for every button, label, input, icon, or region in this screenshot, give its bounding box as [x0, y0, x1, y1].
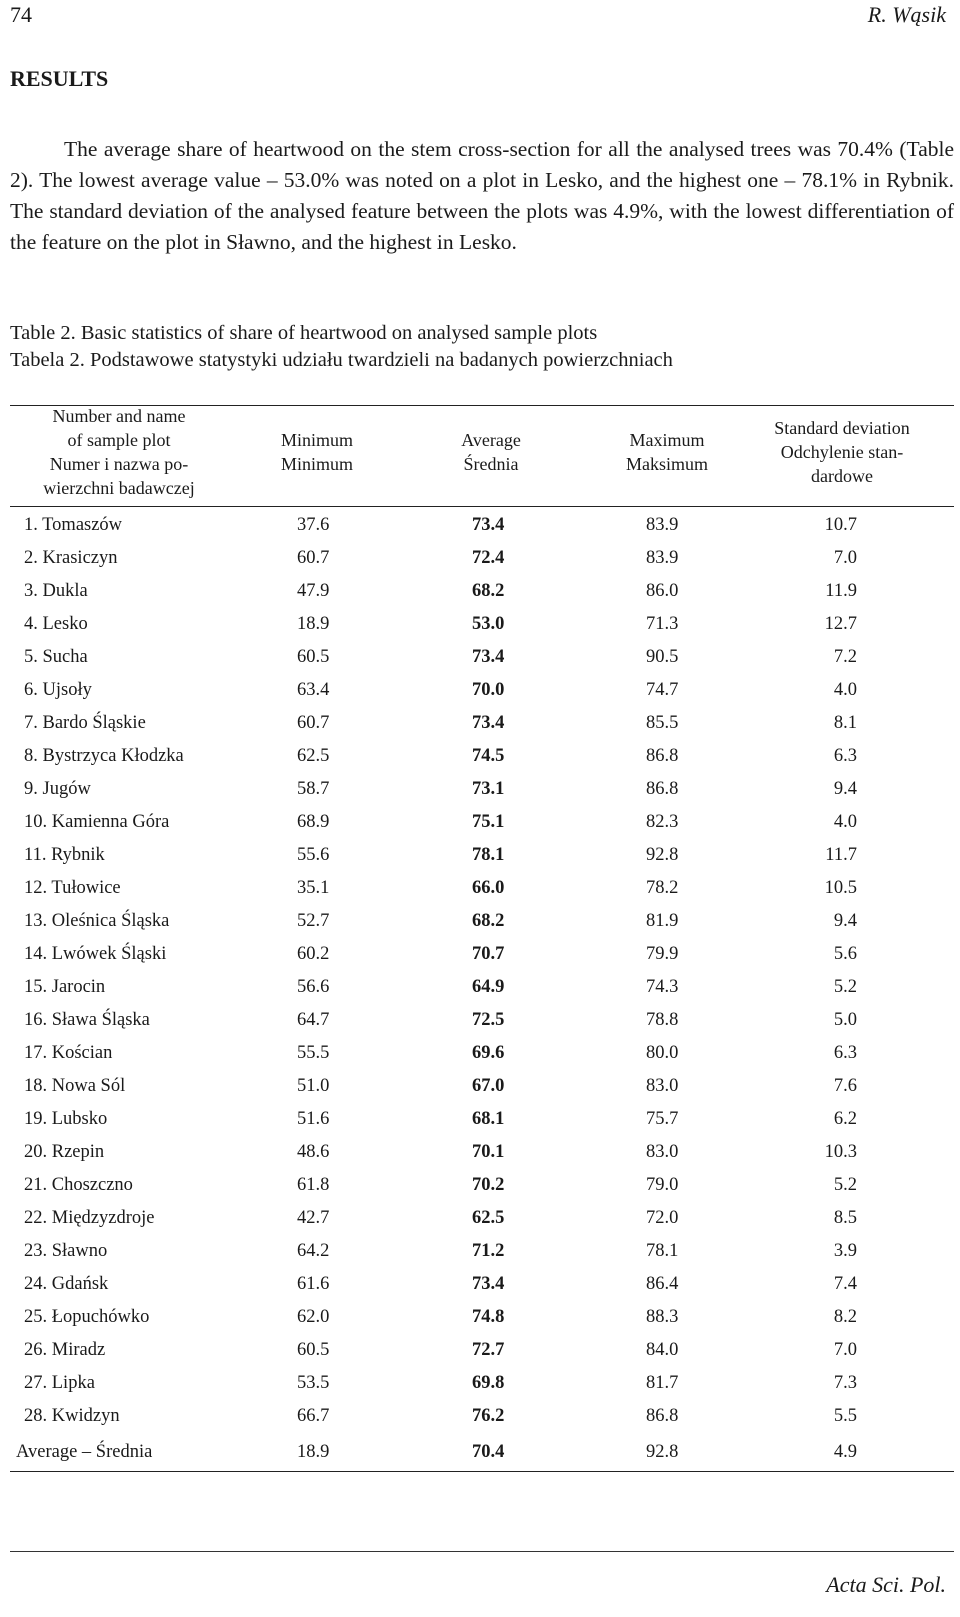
standard-deviation-value: 10.5 [824, 878, 857, 898]
minimum-value: 64.7 [297, 1010, 330, 1030]
journal-name: Acta Sci. Pol. [826, 1572, 946, 1597]
minimum-value: 63.4 [297, 680, 330, 700]
plot-name: 5. Sucha [24, 647, 88, 667]
table-row [0, 1007, 960, 1040]
plot-name: 21. Choszczno [24, 1175, 133, 1195]
average-value: 74.8 [472, 1307, 505, 1327]
average-value: 68.2 [472, 581, 505, 601]
plot-name: 16. Sława Śląska [24, 1010, 150, 1030]
plot-name: 19. Lubsko [24, 1109, 108, 1129]
plot-name: 13. Oleśnica Śląska [24, 911, 170, 931]
plot-name: 14. Lwówek Śląski [24, 944, 167, 964]
average-value: 70.0 [472, 680, 505, 700]
table-row [0, 677, 960, 710]
standard-deviation-value: 4.0 [833, 812, 857, 832]
average-value: 69.8 [472, 1373, 505, 1393]
table-row [0, 1304, 960, 1337]
maximum-value: 83.9 [646, 515, 679, 535]
standard-deviation-value: 5.6 [833, 944, 857, 964]
table-row [0, 578, 960, 611]
maximum-value: 78.1 [646, 1241, 679, 1261]
minimum-value: 60.5 [297, 1340, 330, 1360]
standard-deviation-value: 3.9 [833, 1241, 857, 1261]
plot-name: 11. Rybnik [24, 845, 105, 865]
average-value: 69.6 [472, 1043, 505, 1063]
maximum-value: 82.3 [646, 812, 679, 832]
running-head-author: R. Wąsik [867, 2, 946, 27]
table-row [0, 908, 960, 941]
results-paragraph: The average share of heartwood on the stem cross-section for all the analysed trees was 70.4% (Table 2). The lowest average value – 53.0% was noted on a plot in Lesko, and the highest one – 78.1% in Rybnik. The standard deviation of the analysed feature between the plots was 4.9%, with the lowest differentiation of the feature on the plot in Sławno, and the highest in Lesko. [10, 137, 954, 254]
column-header-maximum: Maximum Maksimum [625, 430, 708, 474]
minimum-value: 60.7 [297, 548, 330, 568]
standard-deviation-value: 12.7 [824, 614, 857, 634]
plot-name: 23. Sławno [24, 1241, 108, 1261]
maximum-value: 86.8 [646, 1406, 679, 1426]
table-row [0, 743, 960, 776]
maximum-value: 85.5 [646, 713, 679, 733]
minimum-value: 47.9 [297, 581, 330, 601]
table-row [0, 941, 960, 974]
maximum-value: 88.3 [646, 1307, 679, 1327]
average-value: 67.0 [472, 1076, 505, 1096]
plot-name: 10. Kamienna Góra [24, 812, 170, 832]
table-row [0, 809, 960, 842]
table-row [0, 1205, 960, 1238]
standard-deviation-value: 7.6 [833, 1076, 857, 1096]
average-row-minimum: 18.9 [297, 1442, 330, 1462]
plot-name: 28. Kwidzyn [24, 1406, 120, 1426]
table-row [0, 1172, 960, 1205]
plot-name: 27. Lipka [24, 1373, 95, 1393]
standard-deviation-value: 4.0 [833, 680, 857, 700]
table-row [0, 512, 960, 545]
standard-deviation-value: 5.2 [833, 977, 857, 997]
minimum-value: 42.7 [297, 1208, 330, 1228]
table-row [0, 1073, 960, 1106]
table-row [0, 545, 960, 578]
maximum-value: 92.8 [646, 845, 679, 865]
plot-name: 7. Bardo Śląskie [24, 713, 146, 733]
table-row [0, 1040, 960, 1073]
plot-name: 24. Gdańsk [24, 1274, 109, 1294]
maximum-value: 79.9 [646, 944, 679, 964]
maximum-value: 86.8 [646, 746, 679, 766]
average-value: 73.4 [472, 713, 505, 733]
standard-deviation-value: 6.3 [833, 1043, 857, 1063]
standard-deviation-value: 5.5 [833, 1406, 857, 1426]
average-value: 78.1 [472, 845, 505, 865]
average-value: 68.2 [472, 911, 505, 931]
minimum-value: 60.5 [297, 647, 330, 667]
average-value: 72.4 [472, 548, 505, 568]
maximum-value: 75.7 [646, 1109, 679, 1129]
plot-name: 1. Tomaszów [24, 515, 123, 535]
minimum-value: 61.8 [297, 1175, 330, 1195]
minimum-value: 60.2 [297, 944, 330, 964]
average-value: 70.2 [472, 1175, 505, 1195]
column-header-average: Average Średnia [461, 430, 521, 474]
maximum-value: 86.0 [646, 581, 679, 601]
maximum-value: 74.7 [646, 680, 679, 700]
table-row [0, 1106, 960, 1139]
table-row [0, 710, 960, 743]
minimum-value: 35.1 [297, 878, 330, 898]
minimum-value: 55.5 [297, 1043, 330, 1063]
maximum-value: 86.8 [646, 779, 679, 799]
average-value: 75.1 [472, 812, 505, 832]
average-value: 74.5 [472, 746, 505, 766]
maximum-value: 80.0 [646, 1043, 679, 1063]
maximum-value: 83.0 [646, 1076, 679, 1096]
average-value: 73.4 [472, 647, 505, 667]
page-number: 74 [10, 2, 32, 27]
average-value: 70.7 [472, 944, 505, 964]
minimum-value: 58.7 [297, 779, 330, 799]
column-header-minimum: Minimum Minimum [280, 430, 353, 474]
table-row [0, 1370, 960, 1403]
minimum-value: 68.9 [297, 812, 330, 832]
minimum-value: 60.7 [297, 713, 330, 733]
plot-name: 3. Dukla [24, 581, 88, 601]
table-body [0, 512, 960, 1436]
plot-name: 9. Jugów [24, 779, 91, 799]
plot-name: 26. Miradz [24, 1340, 106, 1360]
minimum-value: 55.6 [297, 845, 330, 865]
minimum-value: 52.7 [297, 911, 330, 931]
table-row [0, 1337, 960, 1370]
section-heading: RESULTS [10, 66, 109, 91]
standard-deviation-value: 10.3 [824, 1142, 857, 1162]
average-value: 64.9 [472, 977, 505, 997]
maximum-value: 79.0 [646, 1175, 679, 1195]
standard-deviation-value: 11.7 [825, 845, 857, 865]
plot-name: 6. Ujsoły [24, 680, 92, 700]
standard-deviation-value: 8.5 [833, 1208, 857, 1228]
column-header-plot: Number and name of sample plot Numer i nazwa po- wierzchni badawczej [43, 406, 195, 498]
standard-deviation-value: 5.0 [833, 1010, 857, 1030]
table-row [0, 644, 960, 677]
standard-deviation-value: 7.3 [833, 1373, 857, 1393]
average-value: 73.4 [472, 515, 505, 535]
plot-name: 20. Rzepin [24, 1142, 105, 1162]
table-row [0, 776, 960, 809]
maximum-value: 83.0 [646, 1142, 679, 1162]
standard-deviation-value: 8.2 [833, 1307, 857, 1327]
table-caption-polish: Tabela 2. Podstawowe statystyki udziału twardzieli na badanych powierzchniach [10, 349, 673, 371]
average-row-standard-deviation: 4.9 [833, 1442, 857, 1462]
maximum-value: 84.0 [646, 1340, 679, 1360]
table-row [0, 1238, 960, 1271]
maximum-value: 83.9 [646, 548, 679, 568]
average-value: 53.0 [472, 614, 505, 634]
plot-name: 25. Łopuchówko [24, 1307, 150, 1327]
minimum-value: 62.0 [297, 1307, 330, 1327]
minimum-value: 48.6 [297, 1142, 330, 1162]
standard-deviation-value: 10.7 [824, 515, 857, 535]
table-header-rule [10, 506, 954, 507]
average-value: 62.5 [472, 1208, 505, 1228]
minimum-value: 53.5 [297, 1373, 330, 1393]
standard-deviation-value: 7.4 [833, 1274, 857, 1294]
standard-deviation-value: 7.2 [833, 647, 857, 667]
maximum-value: 74.3 [646, 977, 679, 997]
table-row [0, 842, 960, 875]
average-value: 71.2 [472, 1241, 505, 1261]
maximum-value: 72.0 [646, 1208, 679, 1228]
plot-name: 12. Tułowice [24, 878, 121, 898]
average-value: 73.4 [472, 1274, 505, 1294]
minimum-value: 64.2 [297, 1241, 330, 1261]
average-row-average: 70.4 [472, 1442, 505, 1462]
standard-deviation-value: 11.9 [825, 581, 857, 601]
standard-deviation-value: 8.1 [833, 713, 857, 733]
minimum-value: 51.6 [297, 1109, 330, 1129]
maximum-value: 71.3 [646, 614, 679, 634]
minimum-value: 37.6 [297, 515, 330, 535]
standard-deviation-value: 9.4 [833, 911, 857, 931]
table-row [0, 611, 960, 644]
standard-deviation-value: 6.2 [833, 1109, 857, 1129]
table-row [0, 875, 960, 908]
plot-name: 4. Lesko [24, 614, 88, 634]
column-header-standard-deviation: Standard deviation Odchylenie stan- dardowe [774, 418, 910, 486]
table-row [0, 1403, 960, 1436]
maximum-value: 86.4 [646, 1274, 679, 1294]
table-caption-english: Table 2. Basic statistics of share of heartwood on analysed sample plots [10, 322, 598, 344]
table-row [0, 974, 960, 1007]
average-value: 68.1 [472, 1109, 505, 1129]
standard-deviation-value: 9.4 [833, 779, 857, 799]
plot-name: 15. Jarocin [24, 977, 106, 997]
table-row [0, 1271, 960, 1304]
average-value: 73.1 [472, 779, 505, 799]
average-row-maximum: 92.8 [646, 1442, 679, 1462]
maximum-value: 81.7 [646, 1373, 679, 1393]
plot-name: 2. Krasiczyn [24, 548, 118, 568]
standard-deviation-value: 6.3 [833, 746, 857, 766]
table-average-row [0, 1440, 960, 1470]
plot-name: 18. Nowa Sól [24, 1076, 126, 1096]
table-bottom-rule [10, 1471, 954, 1472]
average-value: 66.0 [472, 878, 505, 898]
average-value: 72.7 [472, 1340, 505, 1360]
maximum-value: 78.2 [646, 878, 679, 898]
minimum-value: 66.7 [297, 1406, 330, 1426]
average-value: 76.2 [472, 1406, 505, 1426]
maximum-value: 81.9 [646, 911, 679, 931]
maximum-value: 90.5 [646, 647, 679, 667]
plot-name: 8. Bystrzyca Kłodzka [24, 746, 184, 766]
standard-deviation-value: 7.0 [833, 548, 857, 568]
minimum-value: 18.9 [297, 614, 330, 634]
average-row-label: Average – Średnia [16, 1442, 153, 1462]
plot-name: 22. Międzyzdroje [24, 1208, 155, 1228]
standard-deviation-value: 5.2 [833, 1175, 857, 1195]
maximum-value: 78.8 [646, 1010, 679, 1030]
average-value: 72.5 [472, 1010, 505, 1030]
standard-deviation-value: 7.0 [833, 1340, 857, 1360]
plot-name: 17. Kościan [24, 1043, 113, 1063]
minimum-value: 62.5 [297, 746, 330, 766]
minimum-value: 51.0 [297, 1076, 330, 1096]
table-row [0, 1139, 960, 1172]
minimum-value: 61.6 [297, 1274, 330, 1294]
minimum-value: 56.6 [297, 977, 330, 997]
page-footer-rule [10, 1551, 954, 1552]
average-value: 70.1 [472, 1142, 505, 1162]
